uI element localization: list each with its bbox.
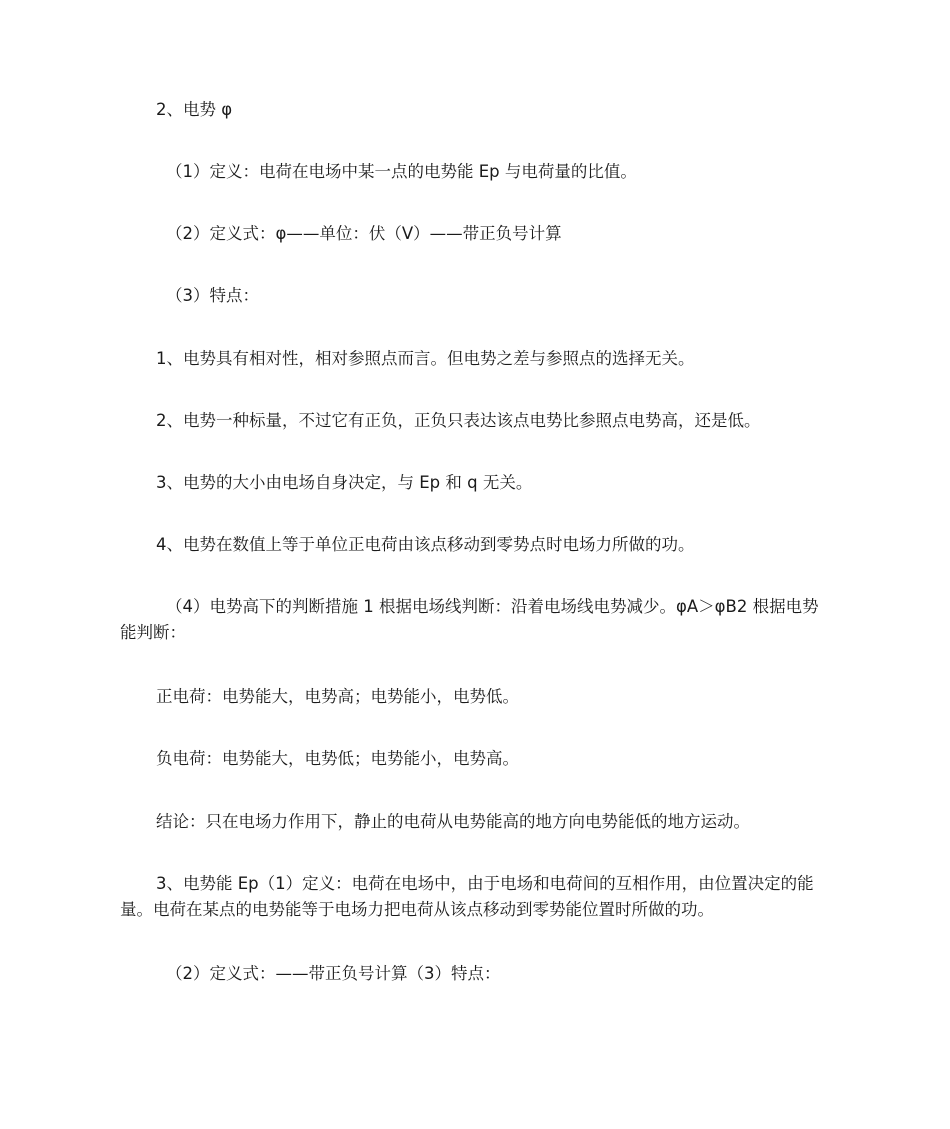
paragraph-potential-energy: 3、电势能 Ep（1）定义：电荷在电场中，由于电场和电荷间的互相作用，由位置决定的能量。电荷在某点的电势能等于电场力把电荷从该点移动到零势能位置时所做的功。 [120,874,814,919]
paragraph-conclusion: 结论：只在电场力作用下，静止的电荷从电势能高的地方向电势能低的地方运动。 [156,812,750,831]
paragraph-feature-2: 2、电势一种标量，不过它有正负，正负只表达该点电势比参照点电势高，还是低。 [156,411,761,430]
paragraph-negative-charge: 负电荷：电势能大，电势低；电势能小，电势高。 [156,749,519,768]
paragraph-judgment-methods: （4）电势高下的判断措施 1 根据电场线判断：沿着电场线电势减少。φA＞φB2 根据电势能判断： [120,597,819,642]
paragraph-feature-4: 4、电势在数值上等于单位正电荷由该点移动到零势点时电场力所做的功。 [156,535,695,554]
paragraph-definition: （1）定义：电荷在电场中某一点的电势能 Ep 与电荷量的比值。 [166,162,637,181]
paragraph-positive-charge: 正电荷：电势能大，电势高；电势能小，电势低。 [156,687,519,706]
paragraph-definition-formula: （2）定义式：φ——单位：伏（V）——带正负号计算 [166,224,562,243]
paragraph-feature-1: 1、电势具有相对性，相对参照点而言。但电势之差与参照点的选择无关。 [156,349,695,368]
heading-electric-potential: 2、电势 φ [156,100,233,119]
paragraph-features-heading: （3）特点： [166,286,259,305]
paragraph-potential-energy-formula: （2）定义式：——带正负号计算（3）特点： [166,964,501,983]
paragraph-feature-3: 3、电势的大小由电场自身决定，与 Ep 和 q 无关。 [156,473,533,492]
